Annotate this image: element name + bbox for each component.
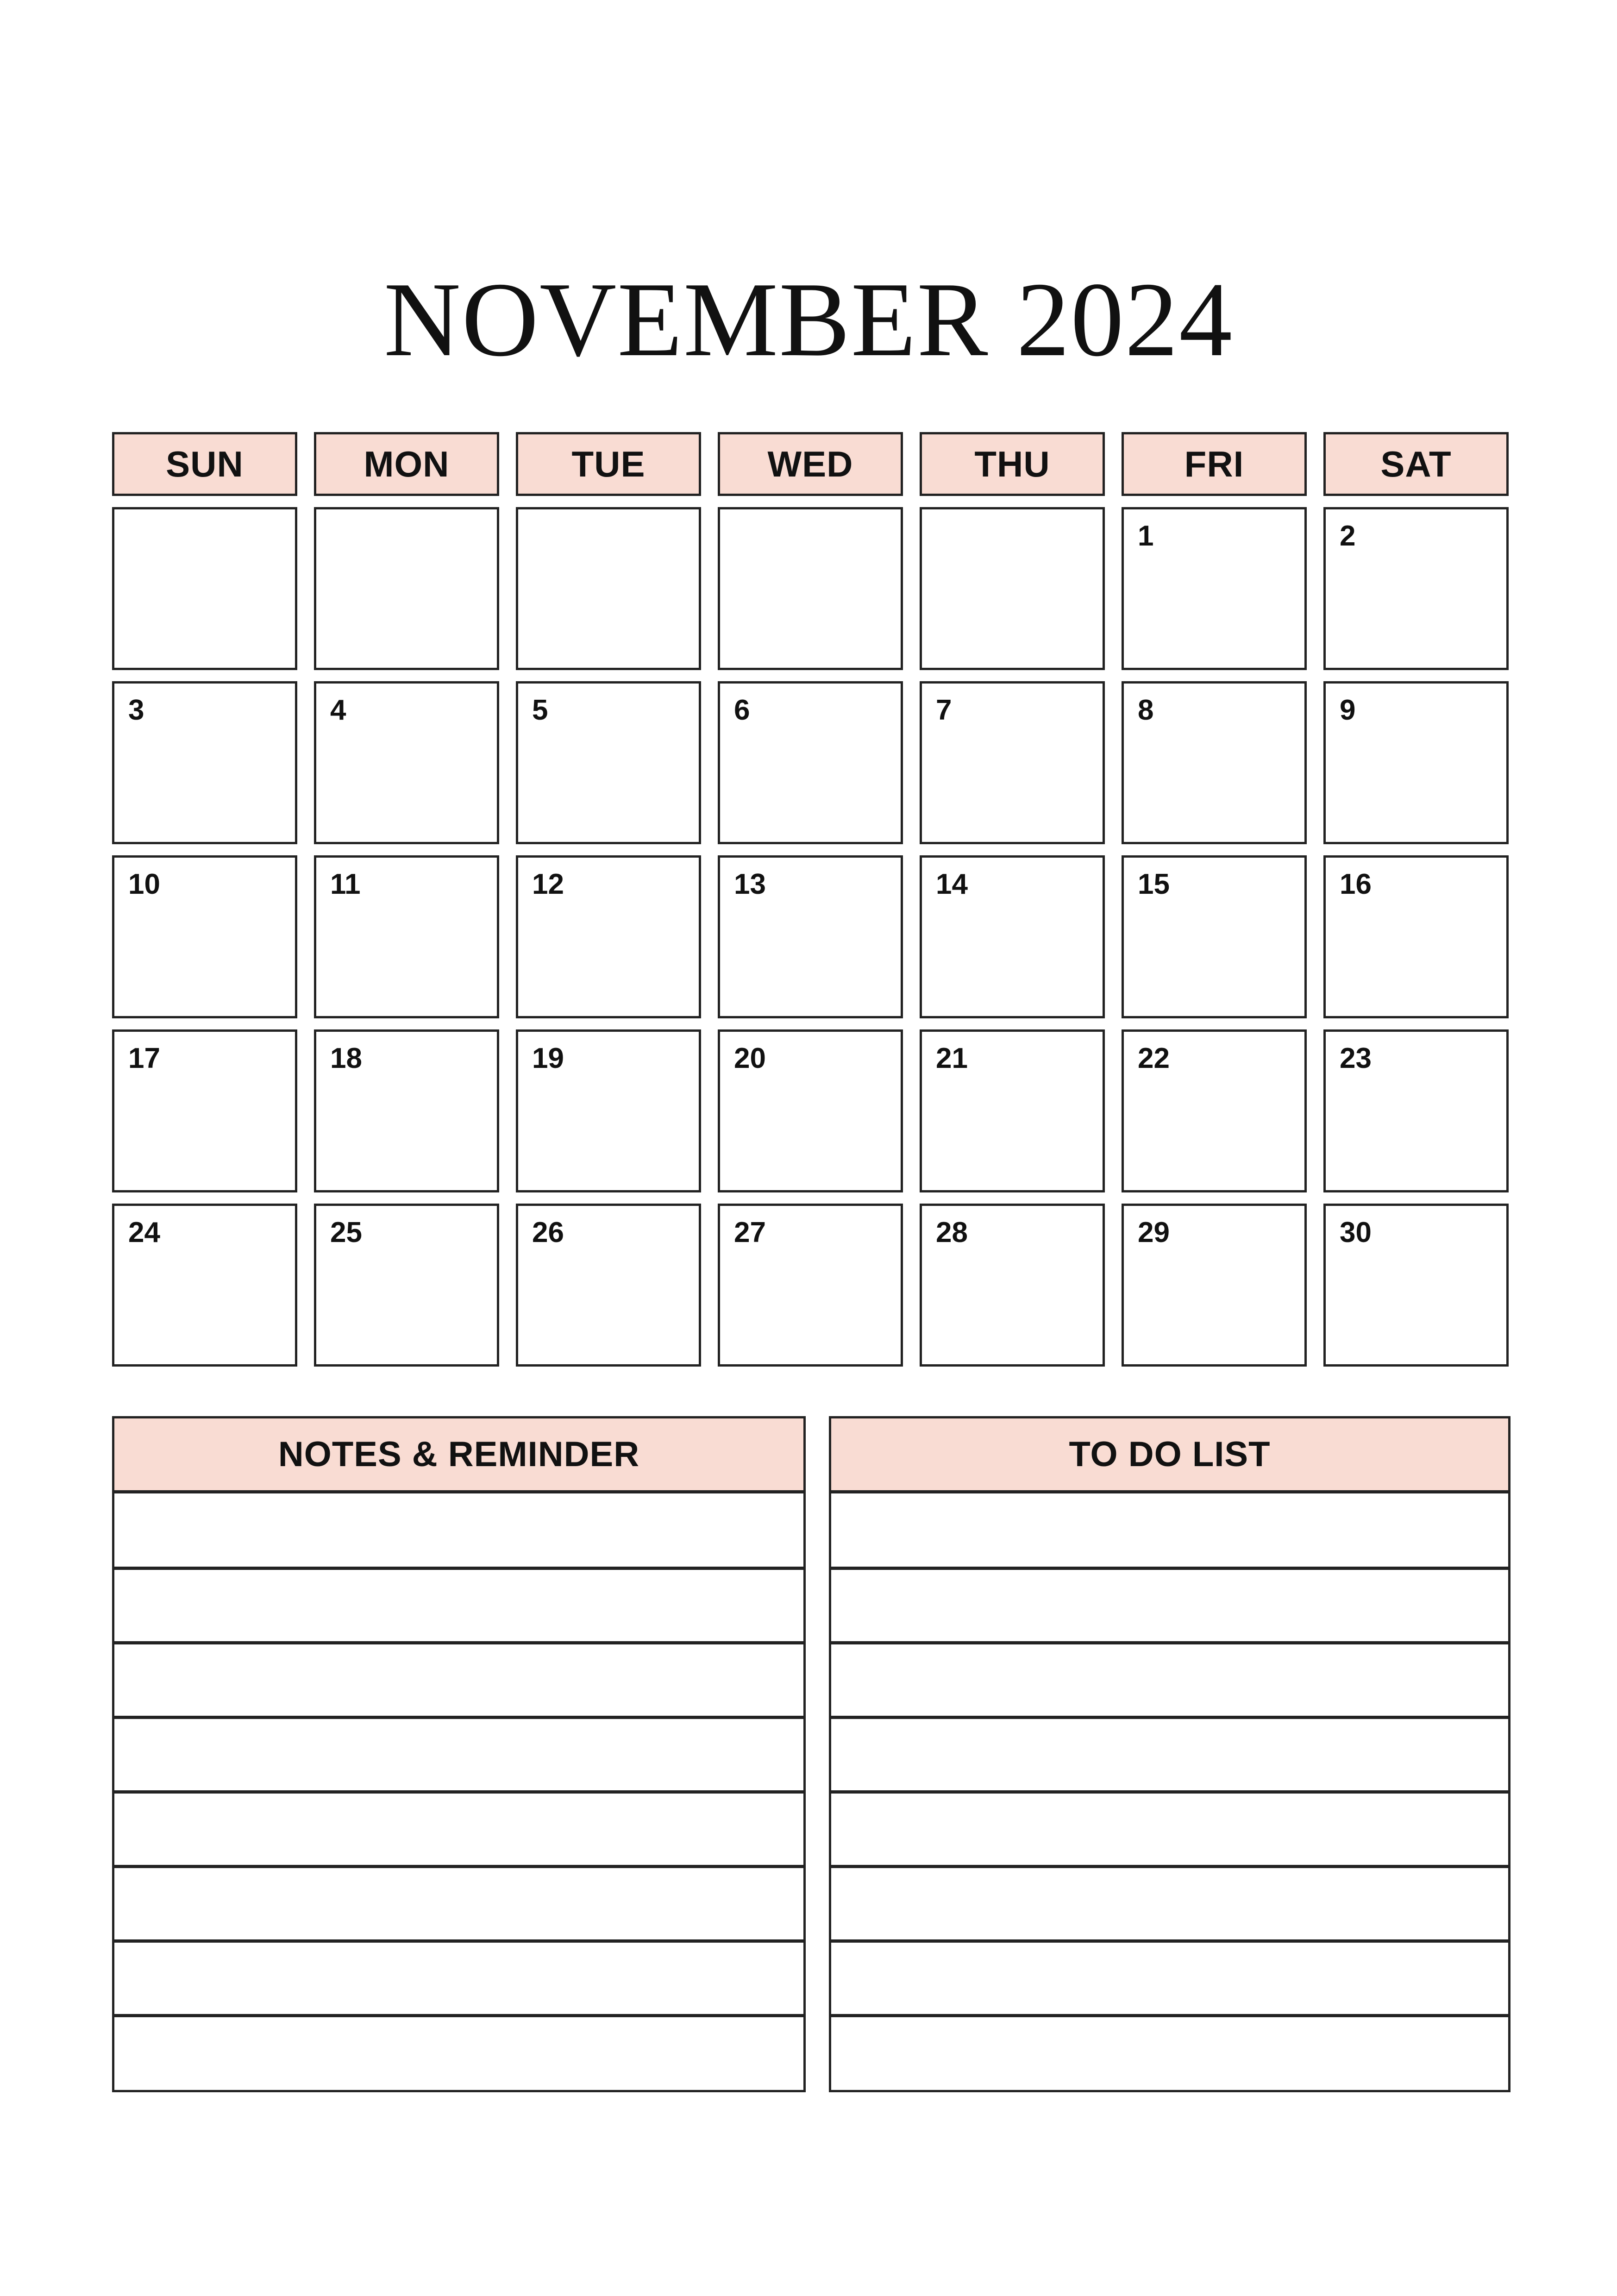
weekday-fri: FRI	[1122, 432, 1307, 496]
notes-heading: NOTES & REMINDER	[114, 1418, 803, 1493]
day-number: 3	[128, 694, 144, 726]
day-number: 13	[734, 868, 766, 900]
day-number: 29	[1138, 1217, 1170, 1248]
day-number: 1	[1138, 520, 1154, 552]
day-number: 6	[734, 694, 750, 726]
day-number: 22	[1138, 1042, 1170, 1074]
notes-ruled-line	[114, 2014, 803, 2017]
day-number: 19	[532, 1042, 564, 1074]
day-cell	[920, 1029, 1105, 1192]
day-cell	[1122, 507, 1307, 670]
day-cell	[718, 681, 903, 844]
notes-ruled-line	[114, 1641, 803, 1644]
weekday-sat: SAT	[1323, 432, 1509, 496]
day-cell	[516, 1029, 701, 1192]
day-cell	[1323, 507, 1509, 670]
day-cell	[314, 681, 499, 844]
day-cell	[718, 855, 903, 1018]
day-cell	[1122, 1204, 1307, 1367]
day-number: 28	[936, 1217, 968, 1248]
day-number: 25	[330, 1217, 362, 1248]
todo-ruled-line	[831, 1865, 1508, 1868]
day-cell	[1122, 855, 1307, 1018]
day-cell	[718, 507, 903, 670]
weekday-wed: WED	[718, 432, 903, 496]
weekday-thu: THU	[920, 432, 1105, 496]
page-title: NOVEMBER 2024	[383, 260, 1234, 378]
day-number: 2	[1340, 520, 1356, 552]
day-number: 7	[936, 694, 952, 726]
day-cell	[718, 1029, 903, 1192]
day-cell	[1122, 1029, 1307, 1192]
day-number: 23	[1340, 1042, 1372, 1074]
day-cell	[314, 507, 499, 670]
todo-ruled-line	[831, 1716, 1508, 1719]
notes-ruled-line	[114, 1865, 803, 1868]
day-number: 27	[734, 1217, 766, 1248]
day-cell	[1122, 681, 1307, 844]
todo-ruled-line	[831, 1939, 1508, 1943]
notes-ruled-line	[114, 1716, 803, 1719]
day-cell	[112, 1029, 297, 1192]
day-cell	[516, 681, 701, 844]
todo-ruled-line	[831, 2014, 1508, 2017]
day-cell	[516, 507, 701, 670]
day-number: 24	[128, 1217, 160, 1248]
notes-panel	[112, 1416, 806, 2092]
day-number: 26	[532, 1217, 564, 1248]
notes-ruled-line	[114, 1939, 803, 1943]
day-number: 8	[1138, 694, 1154, 726]
day-cell	[920, 855, 1105, 1018]
todo-panel	[829, 1416, 1510, 2092]
day-cell	[1323, 681, 1509, 844]
day-cell	[314, 1029, 499, 1192]
weekday-sun: SUN	[112, 432, 297, 496]
day-number: 5	[532, 694, 548, 726]
day-number: 20	[734, 1042, 766, 1074]
day-cell	[314, 855, 499, 1018]
day-number: 15	[1138, 868, 1170, 900]
day-cell	[920, 1204, 1105, 1367]
day-cell	[1323, 1029, 1509, 1192]
day-number: 14	[936, 868, 968, 900]
day-cell	[920, 507, 1105, 670]
day-number: 9	[1340, 694, 1356, 726]
day-cell	[112, 681, 297, 844]
day-number: 21	[936, 1042, 968, 1074]
todo-heading: TO DO LIST	[831, 1418, 1508, 1493]
todo-ruled-line	[831, 1641, 1508, 1644]
day-cell	[314, 1204, 499, 1367]
day-cell	[920, 681, 1105, 844]
weekday-tue: TUE	[516, 432, 701, 496]
todo-ruled-line	[831, 1790, 1508, 1794]
day-cell	[718, 1204, 903, 1367]
day-number: 16	[1340, 868, 1372, 900]
day-number: 11	[330, 868, 361, 900]
notes-ruled-line	[114, 1567, 803, 1570]
day-number: 12	[532, 868, 564, 900]
day-cell	[516, 1204, 701, 1367]
day-cell	[1323, 855, 1509, 1018]
day-number: 30	[1340, 1217, 1372, 1248]
day-number: 18	[330, 1042, 362, 1074]
notes-ruled-line	[114, 1790, 803, 1794]
day-cell	[516, 855, 701, 1018]
day-cell	[112, 507, 297, 670]
weekday-mon: MON	[314, 432, 499, 496]
todo-ruled-line	[831, 1567, 1508, 1570]
day-cell	[112, 855, 297, 1018]
day-cell	[112, 1204, 297, 1367]
day-cell	[1323, 1204, 1509, 1367]
day-number: 17	[128, 1042, 160, 1074]
day-number: 4	[330, 694, 346, 726]
day-number: 10	[128, 868, 160, 900]
